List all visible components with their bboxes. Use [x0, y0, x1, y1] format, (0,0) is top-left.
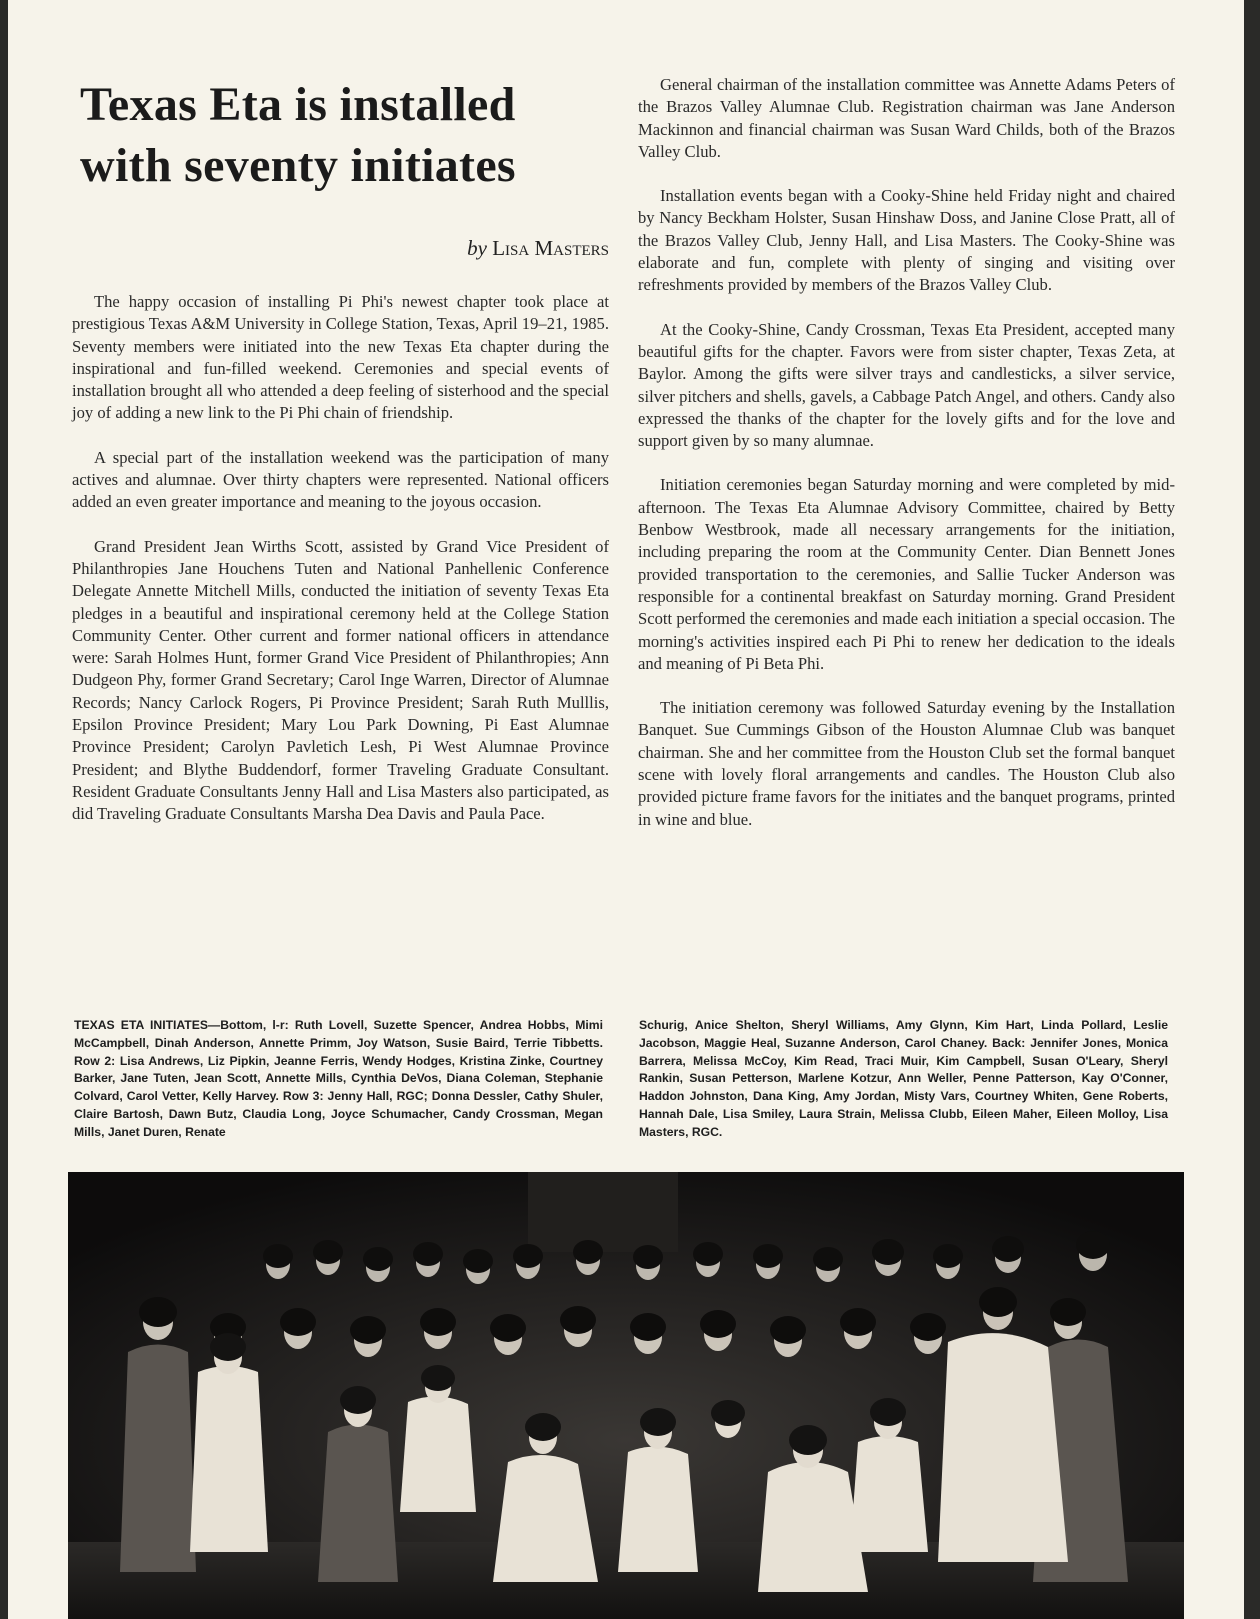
caption-lead: TEXAS ETA INITIATES—	[74, 1018, 221, 1032]
photo-caption-right: Schurig, Anice Shelton, Sheryl Williams, Amy Glynn, Kim Hart, Linda Pollard, Leslie Jacobson, Maggie Heal, Suzanne Anderson, Carol Chaney. Back: Jennifer Jones, Monica Barrera, Melissa McCoy, Kim Read, Traci Muir, Kim Campbell, Susan O'Leary, Sheryl Rankin, Susan Petterson, Marlene Kotzur, Ann Weller, Penne Patterson, Kay O'Conner, Haddon Johnston, Dana King, Amy Jordan, Misty Vars, Courtney Whiten, Gene Roberts, Hannah Dale, Lisa Smiley, Laura Strain, Melissa Clubb, Eileen Maher, Eileen Molloy, Lisa Masters, RGC.	[639, 1018, 1168, 1139]
group-photo-image	[68, 1172, 1184, 1619]
byline	[72, 236, 609, 261]
article-paragraph: The happy occasion of installing Pi Phi's newest chapter took place at prestigious Texas A&M University in College Station, Texas, April 19–21, 1985. Seventy members were initiated into the new Texas Eta chapter during the inspirational and fun-filled weekend. Ceremonies and special events of installation brought all who attended a deep feeling of sisterhood and the special joy of adding a new link to the Pi Phi chain of friendship.	[72, 292, 609, 423]
article-paragraph: General chairman of the installation committee was Annette Adams Peters of the Brazos Valley Alumnae Club. Registration chairman was Jane Anderson Mackinnon and financial chairman was Susan Ward Childs, both of the Brazos Valley Club.	[638, 75, 1175, 161]
group-photo	[68, 1172, 1184, 1619]
article-paragraph: Initiation ceremonies began Saturday morning and were completed by mid-afternoon. The Texas Eta Alumnae Advisory Committee, chaired by Betty Benbow Westbrook, made all necessary arrangements for the initiation, including preparing the room at the Community Center. Dian Bennett Jones provided transportation to the ceremonies, and Sallie Tucker Anderson was responsible for a continental breakfast on Saturday morning. Grand President Scott performed the ceremonies and made each initiation a special occasion. The morning's activities inspired each Pi Phi to renew her dedication to the ideals and meaning of Pi Beta Phi.	[638, 475, 1175, 673]
left-column	[72, 74, 609, 848]
article-paragraph: At the Cooky-Shine, Candy Crossman, Texas Eta President, accepted many beautiful gifts for the chapter. Favors were from sister chapter, Texas Zeta, at Baylor. Among the gifts were silver trays and candlesticks, a silver service, silver pitchers and shells, gavels, a Cabbage Patch Angel, and others. Candy also expressed the thanks of the chapter for the lovely gifts and for the love and support given by so many alumnae.	[638, 319, 1175, 451]
article-paragraph: Grand President Jean Wirths Scott, assisted by Grand Vice President of Philanthropies Jane Houchens Tuten and National Panhellenic Conference Delegate Annette Mitchell Mills, conducted the initiation of seventy Texas Eta pledges in a beautiful and inspirational ceremony held at the College Station Community Center. Other current and former national officers in attendance were: Sarah Holmes Hunt, former Grand Vice President of Philanthropies; Ann Dudgeon Phy, former Grand Secretary; Carol Inge Warren, Director of Alumnae Records; Nancy Carlock Rogers, Pi Province President; Sarah Ruth Mulllis, Epsilon Province President; Mary Lou Park Downing, Pi East Alumnae Province President; Carolyn Pavletich Lesh, Pi West Alumnae Province President; and Blythe Buddendorf, former Traveling Graduate Consultant. Resident Graduate Consultants Jenny Hall and Lisa Masters also participated, as did Traveling Graduate Consultants Marsha Dea Davis and Paula Pace.	[72, 536, 609, 824]
magazine-page	[8, 0, 1244, 1619]
right-column	[638, 74, 1175, 853]
article-paragraph: Installation events began with a Cooky-Shine held Friday night and chaired by Nancy Beckham Holster, Susan Hinshaw Doss, and Janine Close Pratt, all of the Brazos Valley Club, Jenny Hall, and Lisa Masters. The Cooky-Shine was elaborate and fun, complete with plenty of singing and visiting over refreshments provided by members of the Brazos Valley Club.	[638, 186, 1175, 295]
byline-prefix: by	[467, 236, 487, 260]
byline-author: Lisa Masters	[492, 236, 609, 260]
article-title: Texas Eta is installed with seventy initiates	[80, 78, 516, 192]
article-paragraph: The initiation ceremony was followed Saturday evening by the Installation Banquet. Sue Cummings Gibson of the Houston Alumnae Club was banquet chairman. She and her committee from the Houston Club set the formal banquet scene with lovely floral arrangements and candles. The Houston Club also provided picture frame favors for the initiates and the banquet programs, printed in wine and blue.	[638, 698, 1175, 829]
caption-text-left: Bottom, l-r: Ruth Lovell, Suzette Spencer, Andrea Hobbs, Mimi McCampbell, Dinah Anderson, Annette Primm, Joy Watson, Susie Baird, Terrie Tibbetts. Row 2: Lisa Andrews, Liz Pipkin, Jeanne Ferris, Wendy Hodges, Kristina Zinke, Courtney Barker, Jane Tuten, Jean Scott, Annette Mills, Cynthia DeVos, Diana Coleman, Stephanie Colvard, Carol Vetter, Kelly Harvey. Row 3: Jenny Hall, RGC; Donna Dessler, Cathy Shuler, Claire Bartosh, Dawn Butz, Claudia Long, Joyce Schumacher, Candy Crossman, Megan Mills, Janet Duren, Renate	[74, 1018, 603, 1139]
photo-caption-left	[74, 1017, 603, 1142]
article-paragraph: A special part of the installation weekend was the participation of many actives and alumnae. Over thirty chapters were represented. National officers added an even greater importance and meaning to the joyous occasion.	[72, 447, 609, 512]
